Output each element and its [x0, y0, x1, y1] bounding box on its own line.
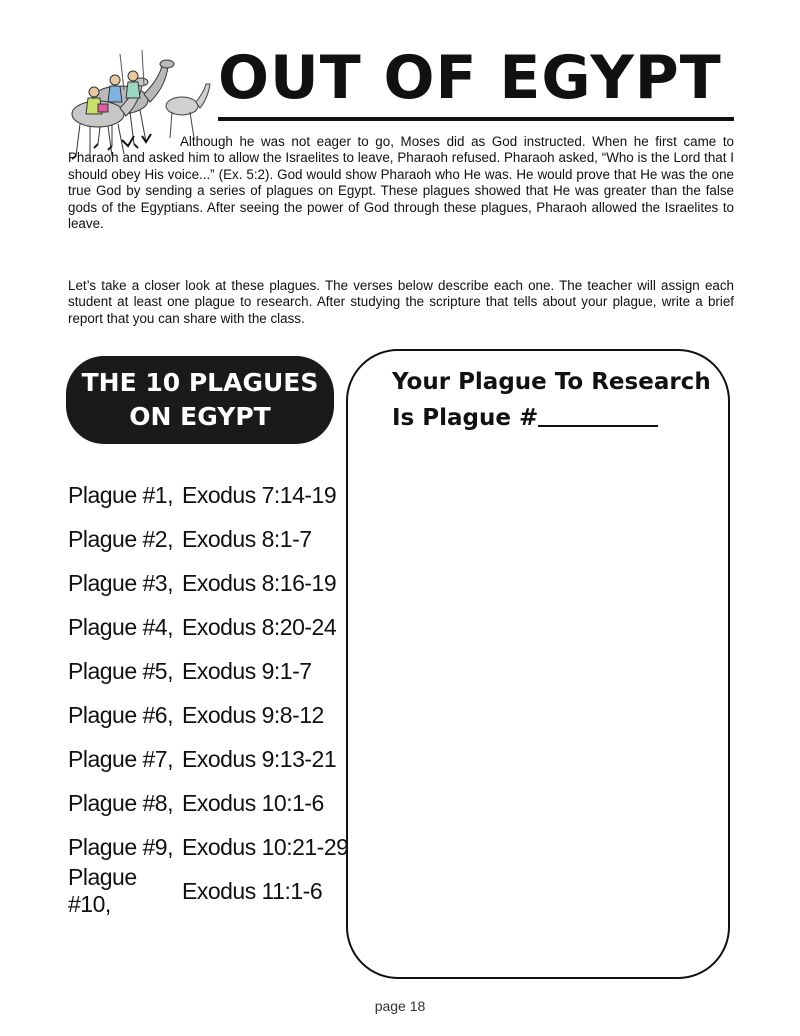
plagues-heading-line1: THE 10 PLAGUES — [81, 368, 319, 397]
plague-item-5 — [68, 649, 348, 693]
plague-item-4 — [68, 605, 348, 649]
plague-item-6 — [68, 693, 348, 737]
plague-reference: Exodus 8:1-7 — [182, 525, 312, 552]
plague-item-10 — [68, 864, 348, 917]
plague-reference: Exodus 11:1-6 — [182, 877, 323, 904]
plague-number-blank[interactable] — [538, 405, 658, 427]
plague-reference: Exodus 8:20-24 — [182, 613, 337, 640]
plague-number: Plague #6, — [68, 701, 173, 728]
plague-item-3 — [68, 561, 348, 605]
plague-number: Plague #10, — [68, 864, 137, 917]
research-heading-line2: Is Plague # — [392, 405, 539, 431]
research-heading — [392, 364, 711, 436]
plague-number: Plague #9, — [68, 833, 173, 860]
plague-reference: Exodus 9:1-7 — [182, 657, 312, 684]
title-underline — [218, 117, 734, 121]
plague-item-7 — [68, 737, 348, 781]
plagues-heading-line2: ON EGYPT — [129, 402, 271, 431]
plague-item-2 — [68, 517, 348, 561]
plague-list — [68, 473, 349, 917]
plague-number: Plague #1, — [68, 481, 173, 508]
plague-item-9 — [68, 825, 348, 869]
research-heading-line1: Your Plague To Research — [392, 369, 711, 395]
plague-number: Plague #3, — [68, 569, 173, 596]
plague-number: Plague #2, — [68, 525, 173, 552]
plague-reference: Exodus 8:16-19 — [182, 569, 337, 596]
research-report-box[interactable] — [346, 349, 730, 979]
page-number: page 18 — [374, 998, 426, 1014]
plague-reference: Exodus 10:21-29 — [182, 833, 349, 860]
plague-number: Plague #4, — [68, 613, 173, 640]
plague-item-1 — [68, 473, 348, 517]
plague-item-8 — [68, 781, 348, 825]
plague-reference: Exodus 7:14-19 — [182, 481, 337, 508]
plague-number: Plague #8, — [68, 789, 173, 816]
plague-number: Plague #5, — [68, 657, 173, 684]
plague-number: Plague #7, — [68, 745, 173, 772]
intro-paragraph: Although he was not eager to go, Moses did as God instructed. When he first came to Pharaoh and asked him to allow the Israelites to leave, Pharaoh refused. Pharaoh asked, “Who is the Lord that I should obey His voice...” (Ex. 5:2). God would show Pharaoh who He was. He would prove that He was the one true God by sending a series of plagues on Egypt. These plagues showed that He was greater than the false gods of the Egyptians. After seeing the power of God through these plagues, Pharaoh allowed the Israelites to leave. — [68, 134, 734, 232]
instructions-paragraph: Let’s take a closer look at these plagues. The verses below describe each one. The teacher will assign each student at least one plague to research. After studying the scripture that tells about your plague, write a brief report that you can share with the class. — [68, 278, 734, 326]
plague-reference: Exodus 10:1-6 — [182, 789, 324, 816]
plague-reference: Exodus 9:8-12 — [182, 701, 324, 728]
plagues-heading-box — [66, 356, 334, 444]
page-title: OUT OF EGYPT — [218, 43, 722, 113]
plague-reference: Exodus 9:13-21 — [182, 745, 337, 772]
